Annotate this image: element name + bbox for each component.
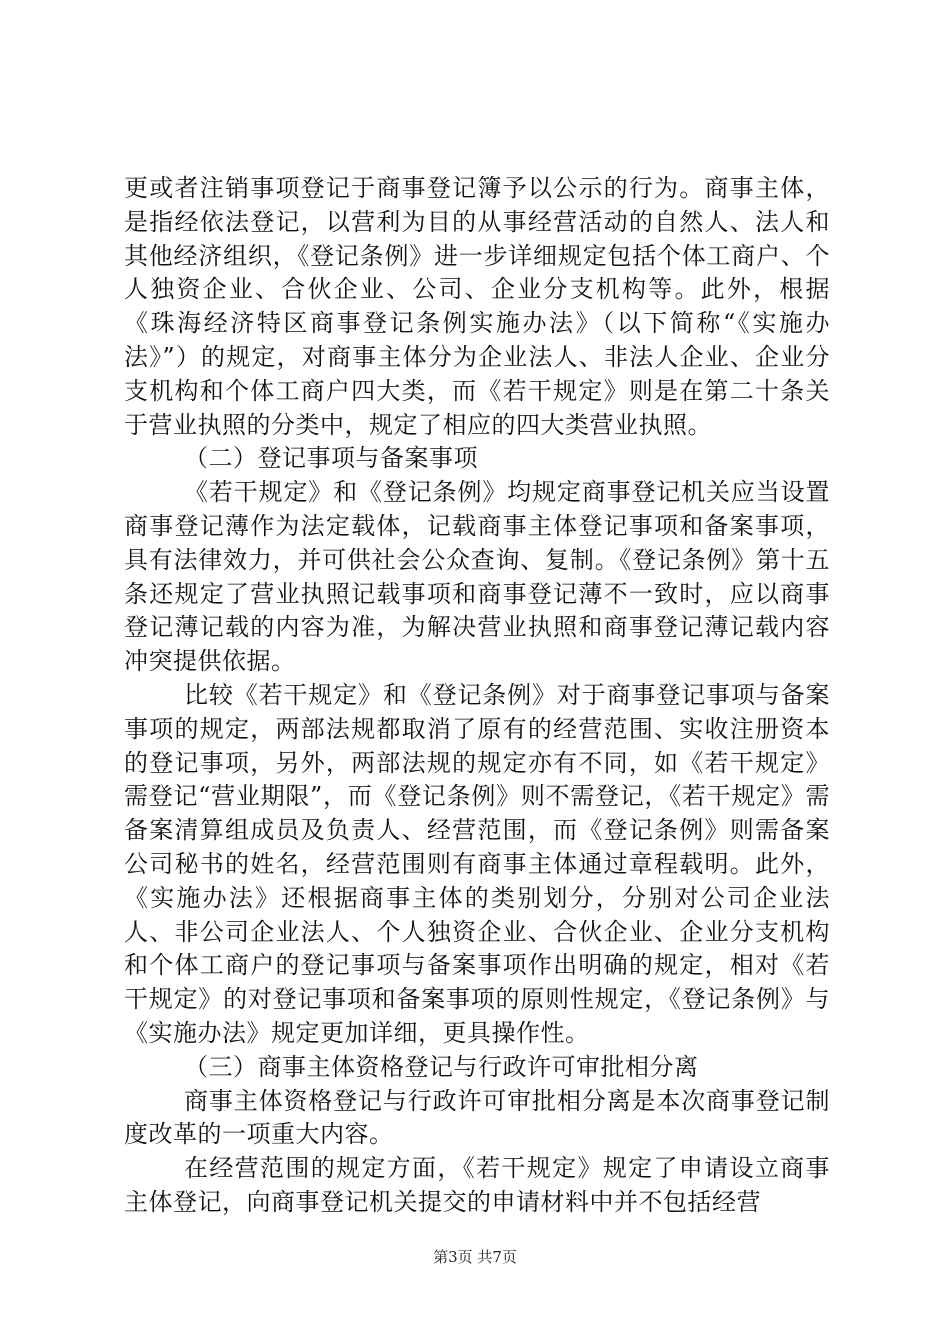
- document-body: [124, 172, 830, 1220]
- paragraph-2: 《若干规定》和《登记条例》均规定商事登记机关应当设置商事登记薄作为法定载体，记载商事主体登记事项和备案事项，具有法律效力，并可供社会公众查询、复制。《登记条例》第十五条还规定了营业执照记载事项和商事登记薄不一致时，应以商事登记薄记载的内容为准，为解决营业执照和商事登记薄记载内容冲突提供依据。: [124, 478, 830, 676]
- section-heading-2: （二）登记事项与备案事项: [184, 444, 478, 473]
- page-number-footer: 第3页 共7页: [433, 1248, 517, 1266]
- section-heading-3: （三）商事主体资格登记与行政许可审批相分离: [184, 1052, 699, 1081]
- paragraph-5: 在经营范围的规定方面，《若干规定》规定了申请设立商事主体登记，向商事登记机关提交的申请材料中并不包括经营: [124, 1154, 830, 1216]
- paragraph-4: 商事主体资格登记与行政许可审批相分离是本次商事登记制度改革的一项重大内容。: [124, 1086, 830, 1149]
- paragraph-3: 比较《若干规定》和《登记条例》对于商事登记事项与备案事项的规定，两部法规都取消了原有的经营范围、实收注册资本的登记事项，另外，两部法规的规定亦有不同，如《若干规定》需登记“营业期限”，而《登记条例》则不需登记，《若干规定》需备案清算组成员及负责人、经营范围，而《登记条例》则需备案公司秘书的姓名，经营范围则有商事主体通过章程载明。此外，《实施办法》还根据商事主体的类别划分，分别对公司企业法人、非公司企业法人、个人独资企业、合伙企业、企业分支机构和个体工商户的登记事项与备案事项作出明确的规定，相对《若干规定》的对登记事项和备案事项的原则性规定，《登记条例》与《实施办法》规定更加详细，更具操作性。: [124, 680, 830, 1047]
- paragraph-1: 更或者注销事项登记于商事登记簿予以公示的行为。商事主体，是指经依法登记，以营利为目的从事经营活动的自然人、法人和其他经济组织，《登记条例》进一步详细规定包括个体工商户、个人独资企业、合伙企业、公司、企业分支机构等。此外，根据《珠海经济特区商事登记条例实施办法》（以下简称“《实施办法》”）的规定，对商事主体分为企业法人、非法人企业、企业分支机构和个体工商户四大类，而《若干规定》则是在第二十条关于营业执照的分类中，规定了相应的四大类营业执照。: [124, 174, 830, 439]
